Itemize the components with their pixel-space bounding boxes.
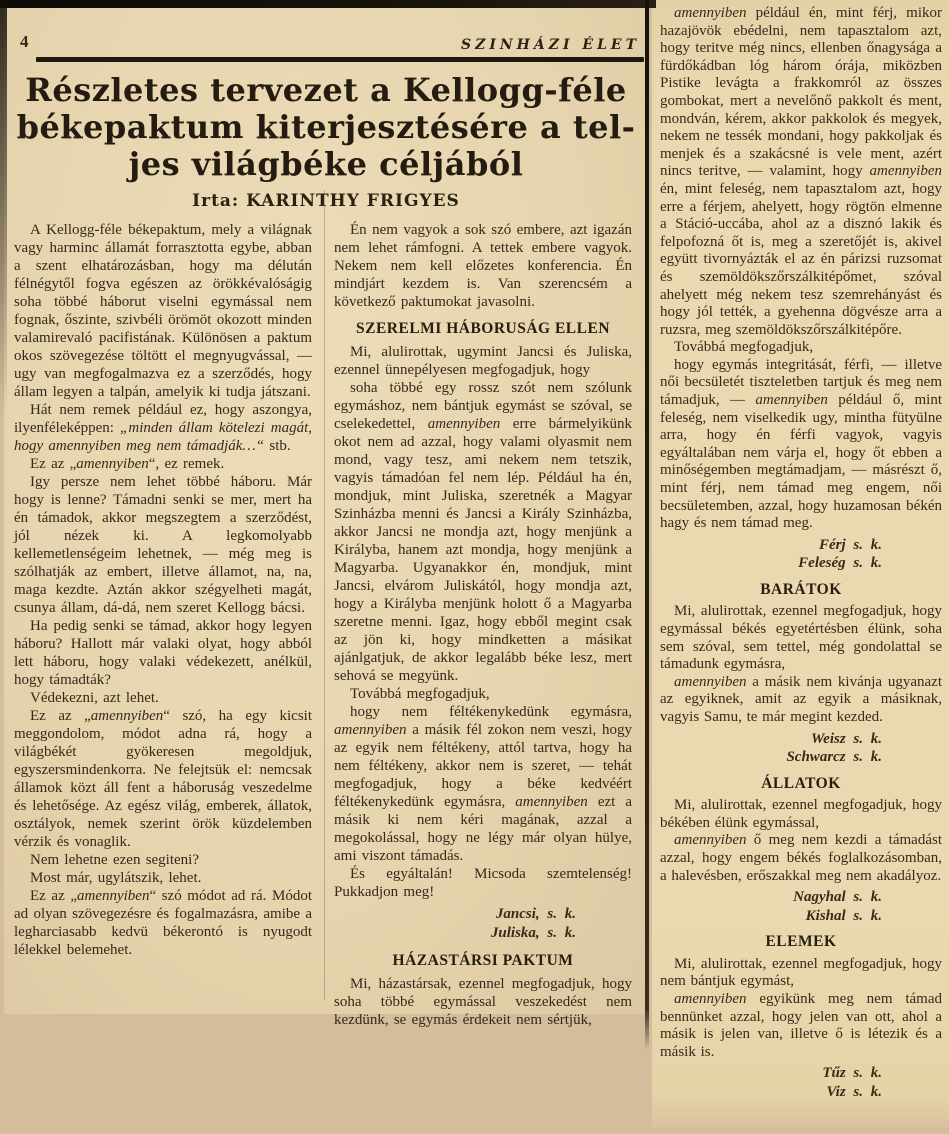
signature: Nagyhal s. k. [793,889,882,906]
signature-block [334,905,632,943]
paragraph [14,689,312,707]
text: Én nem vagyok a sok szó embere, azt igazán nem lehet rámfogni. A tettek embere vagyok. Nekem nem kell előzetes konferencia. Én mindjárt kezdem is. Van szerencsém a következő paktumokat javasolni. [334,222,632,310]
italic-text: amennyiben [76,888,150,904]
text: Most már, ugylátszik, lehet. [30,870,202,886]
text: Mi, alulirottak, ezennel megfogadjuk, hogy egymással békés egyetértésben élünk, soha sem szóval, sem tettel, még gondolattal se támadunk egymásra, [660,603,942,673]
article-columns [8,217,644,1029]
paragraph [334,975,632,1029]
text: Ez az „ [30,888,77,904]
text: “ szó módot ad rá. Módot ad olyan szövegezésre és fogalmazásra, amibe a legharciasabb kedvü békerontó is nyugodt lélekkel belemehet. [14,888,312,958]
paragraph [14,221,312,401]
article-title-line-3: jes világbéke céljából [128,145,524,183]
paragraph [660,357,942,533]
italic-text: „minden állam kötelezi magát, hogy amennyiben meg nem támadják…“ [14,420,312,454]
section-heading: SZERELMI HÁBORUSÁG ELLEN [355,320,611,337]
paragraph [14,617,312,689]
text: a másik nem kivánja ugyanazt az egyiknek, amit az egyik a másiknak, vagyis Samu, te már megint kezded. [660,673,942,725]
text: ezt a másik ki nem kéri magának, azzal a megokolással, hogy ne légy már olyan hülye, ami viszont támadás. [334,794,632,864]
italic-text: amennyiben [515,794,588,810]
text: Továbbá megfogadjuk, [350,686,490,702]
header-rule [36,57,644,62]
signature: Viz s. k. [826,1083,882,1100]
signature: Jancsi, s. k. [495,906,576,922]
paragraph [660,339,942,357]
left-page-region [8,10,644,1029]
paragraph [14,455,312,473]
text: Védekezni, azt lehet. [30,690,159,706]
signature: Kishal s. k. [805,907,882,924]
paragraph [660,603,942,673]
text: soha többé egy rossz szót nem szólunk egymáshoz, nem bántjuk egymást se szóval, se cselekedettel, [334,380,632,432]
section-heading: ELEMEK [765,933,837,951]
paragraph [660,797,942,832]
text: A Kellogg-féle békepaktum, mely a világnak vagy harminc államát forrasztotta egybe, abban a szent elhatározásban, hogy ma délután félnégytől fogva egészen az örökkévalóságig soha többé háborut viselni egymással nem fognak, őszinte, szivbéli örömöt okozott minden valamirevaló pacifistának. Különösen a paktum okos szövegezése töltött el megnyugvással, — ugy van megfogalmazva ez a szerződés, hogy állam legyen a talpán, amelyik ki tudja játszani. [14,222,312,400]
italic-text: amennyiben [76,456,149,472]
text: egyikünk meg nem támad bennünket azzal, hogy jelen van ott, ahol a másik is jelen van, illetve ő is létezik és a másik is. [660,990,942,1060]
paragraph [660,5,942,339]
article-column-1 [14,221,312,1029]
paragraph [14,707,312,851]
signature-block [660,1064,942,1101]
text: “, ez remek. [148,456,225,472]
paragraph [334,703,632,865]
text: És egyáltalán! Micsoda szemtelenség! Pukkadjon meg! [334,866,632,900]
italic-text: amennyiben [674,673,747,690]
text: Mi, alulirottak, ezennel megfogadjuk, hogy nem bántjuk egymást, [660,955,942,990]
paragraph [660,674,942,727]
paragraph [14,887,312,959]
signature: Juliska, s. k. [490,925,576,941]
text: Mi, alulirottak, ezennel megfogadjuk, hogy békében élünk egymással, [660,797,942,831]
text: hogy nem féltékenykedünk egymásra, [350,704,632,720]
paragraph [660,956,942,991]
article-title [8,72,644,183]
italic-text: amennyiben [674,5,747,21]
italic-text: amennyiben [674,832,747,849]
text: Nem lehetne ezen segiteni? [30,852,200,868]
article-title-line-2: békepaktum kiterjesztésére a tel- [16,108,636,146]
page-number: 4 [20,32,29,51]
paragraph [660,991,942,1061]
section-heading: BARÁTOK [760,580,842,598]
text: Továbbá megfogadjuk, [674,339,814,356]
paragraph [14,473,312,617]
paragraph [14,401,312,455]
signature-block [660,888,942,925]
article-column-2 [334,221,632,1029]
paragraph [14,869,312,887]
signature-block [660,536,942,573]
text: a másik fél zokon nem veszi, hogy az egyik nem féltékeny, attól tartva, hogy ha nem féltékeny, akkor nem is szeret, — tehát megfogadjuk, hogy a béke kedvéért féltékenykedünk egymásra, [334,722,632,810]
magazine-title: SZINHÁZI ÉLET [460,37,640,53]
text: Mi, alulirottak, ugymint Jancsi és Juliska, ezennel ünnepélyesen megfogadjuk, hogy [334,344,632,378]
scan-top-edge [0,0,656,8]
italic-text: amennyiben [674,990,747,1007]
text: Ez az „ [30,708,91,724]
text: Hát nem remek például ez, hogy aszongya, ilyenféleképpen: [14,402,312,436]
text: Igy persze nem lehet többé háboru. Már hogy is lenne? Támadni senki se mer, mert ha én támadok, akkor megszegtem a szerződést, jól nézek ki. A legkomolyabb kellemetlenségeim lehetnek, — még meg is szólhatják az embert, illetve államot, na, na, maga kezdte. Aztán akkor szégyelheti magát, csunya állam, dá-dá, nem szeret Kellogg bácsi. [14,474,312,616]
paragraph [334,343,632,379]
italic-text: amennyiben [90,708,164,724]
text: stb. [264,438,291,454]
text: ő meg nem kezdi a támadást azzal, hogy engem békés foglalkozásomban, a halevésben, erőszakkal meg nem akadályoz. [660,832,942,884]
article-title-line-1: Részletes tervezet a Kellogg-féle [25,71,627,109]
text: Ez az „ [30,456,77,472]
text: erre bármelyikünk okot nem ad azzal, hogy valami olyasmit nem mond, vagy tesz, ami nekem nem tetszik, vagyis támadóan fel nem lép. Például ha én, mondjuk, mint Juliska, szeretnék a Magyar Szinházba menni és Jancsi a Király Szinházba, akkor Jancsi ne mondja azt, hogy menjünk a Királyba, hanem azt mondja, hogy menjünk a Magyarba. Ugyanakkor én, mondjuk, mint Jancsi, elvárom Juliskától, hogy mondja azt, hogy a Királyba menjünk holott ő a Magyarba szeretne menni. Igaz, hogy ebből megint csak az jön ki, hogy mindketten a másikat ajánlgatjuk, de akkor legalább béke lesz, mert sehová se megyünk. [334,416,632,684]
text: hogy egymás integritását, férfi, — illetve női becsületét tiszteletben tartjuk és meg nem támadjuk, — [660,356,942,409]
paragraph [334,685,632,703]
italic-text: amennyiben [755,392,828,409]
signature: Feleség s. k. [798,555,882,572]
italic-text: amennyiben [869,163,942,180]
text: én, mint feleség, nem tapasztalom azt, hogy erre a férjem, ahelyett, hogy rögtön elmenne a Stáció-uccába, ahol az a disznó lakik és felpofozná őt is, meg a szeretőjét is, akivel együtt tivornyázták el az én párizsi ruzsomat és szemöldökszőrszálkitépőmet, szóval ahelyett még nekem tesz szemrehányást és hogy jól tették, a gyehenna dögvésze arra a ruzsra, meg szemöldökszőrszálkitépőre. [660,180,942,338]
text: “ szó, ha egy kicsit meggondolom, módot adna rá, hogy a világbékét gyökeresen megoldjuk, egyszersmindenkorra. Ne felejtsük el: nemcsak államok közt áll fent a háboruság veszedelme és lehetősége. Az egész világ, emberek, állatok, osztályok, nemek szerint örök küzdelemben vérzik és vonaglik. [14,708,312,850]
paragraph [334,865,632,901]
article-column-3 [660,5,942,1103]
section-heading: ÁLLATOK [761,774,841,792]
section-heading: HÁZASTÁRSI PAKTUM [392,952,574,969]
paragraph [334,379,632,685]
paragraph [334,221,632,311]
signature: Férj s. k. [818,536,882,553]
signature: Tűz s. k. [822,1065,882,1082]
paragraph [660,832,942,885]
signature: Weisz s. k. [810,730,882,747]
text: például én, mint férj, mikor hazajövök ebédelni, nem tapasztalom azt, hogy teritve még nincs, ellenben őnagysága a fürdőkádban lóg három órája, miközben Pistike levágta a frakkomról az összes gombokat, mert a nevelőnő pakkolt és ment, mondván, kérem, akkor pakkolok és megyek, nekem ne tessék mondani, hogy pakkoljak és menjek és a szakácsné is vele ment, azért nincs teritve, — valamint, hogy [660,5,942,180]
italic-text: amennyiben [427,416,501,432]
paragraph [14,851,312,869]
signature-block [660,730,942,767]
scan-left-edge [0,0,7,420]
italic-text: amennyiben [334,722,407,738]
byline: Irta: KARINTHY FRIGYES [192,191,460,211]
text: például ő, mint feleség, nem viselkedik ugy, mintha fütyülne arra, hogy én férfi vagyok, vagyis egyáltalában nem várja el, hogy őt ebben a minőségemben megtámadjam, — másrészt ő, mint férj, nem támad meg engem, női becsületemben, azzal, hogy huzamosan békén hagy és nem támad meg. [660,392,942,532]
text: Ha pedig senki se támad, akkor hogy legyen háboru? Hallott már valaki olyat, hogy abból lett háboru, hogy valaki védekezett, anélkül, hogy támadták? [14,618,312,688]
text: Mi, házastársak, ezennel megfogadjuk, hogy soha többé egymással veszekedést nem kezdünk, se egymás érdekeit nem sértjük, [334,976,632,1028]
page-header [8,10,644,62]
column-divider-rule [645,0,649,1050]
signature: Schwarcz s. k. [786,749,882,766]
